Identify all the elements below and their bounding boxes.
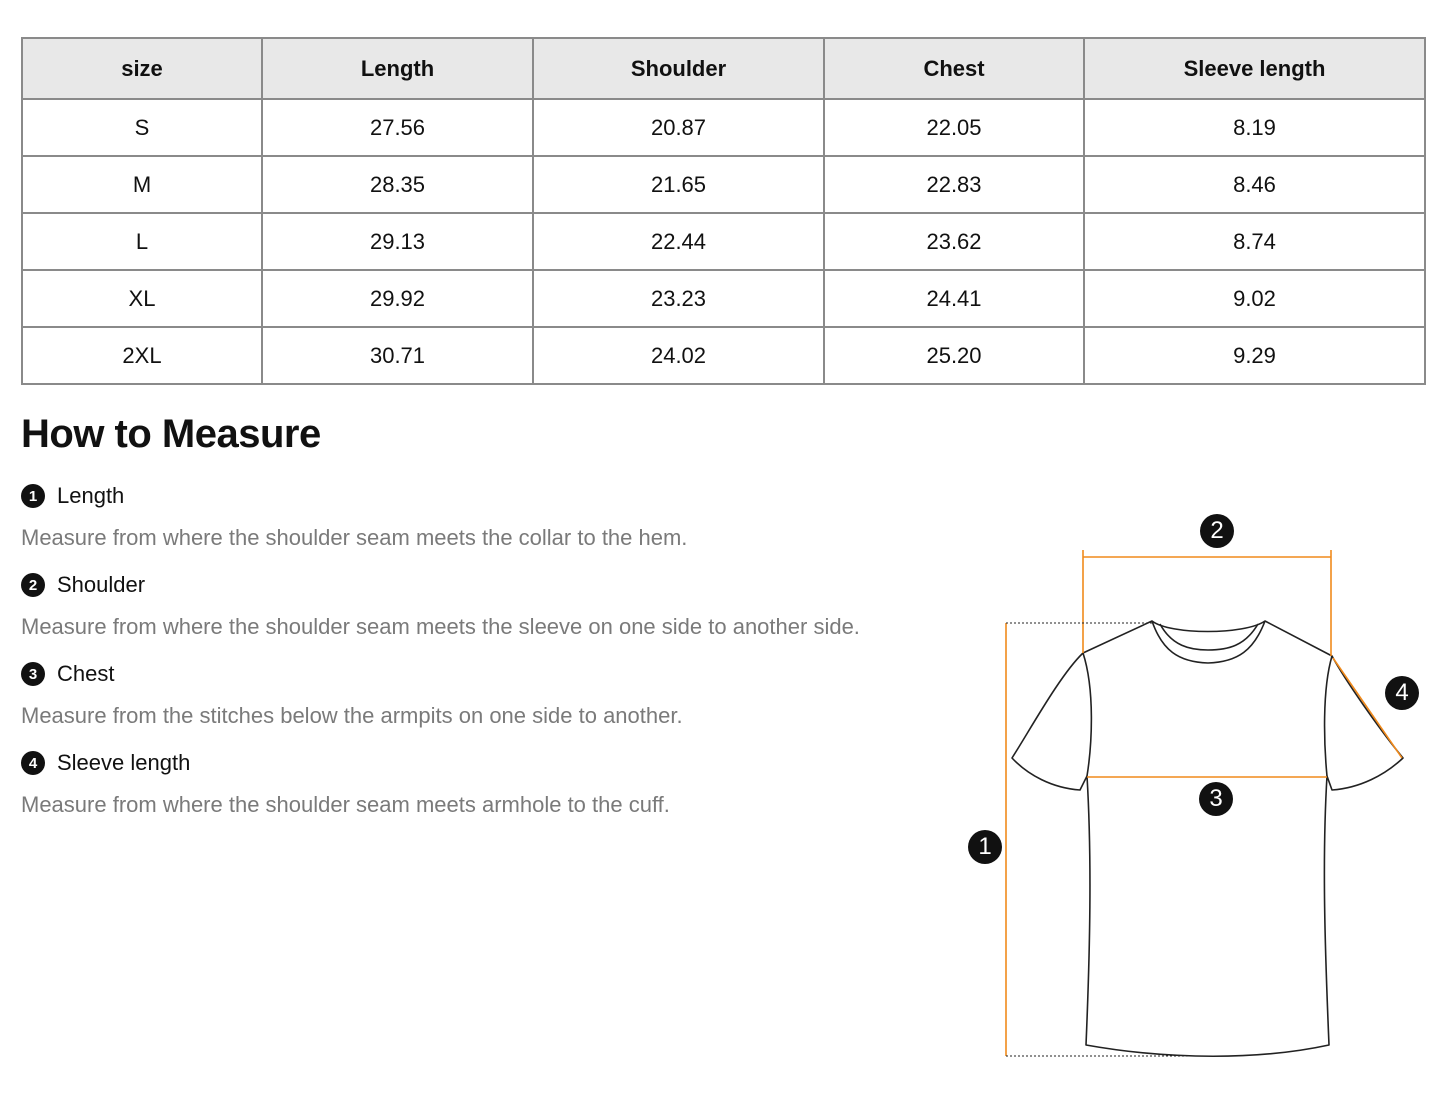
measure-step-sleeve-length — [21, 748, 670, 818]
table-row — [22, 327, 1425, 384]
how-to-measure-title: How to Measure — [21, 412, 321, 456]
cell-size: XL — [22, 270, 262, 327]
badge-2-icon: 2 — [1200, 514, 1234, 548]
step-description: Measure from where the shoulder seam meets the sleeve on one side to another side. — [21, 614, 860, 639]
header-shoulder: Shoulder — [533, 38, 824, 99]
table-header-row — [22, 38, 1425, 99]
cell-chest: 25.20 — [824, 327, 1084, 384]
badge-3-icon: 3 — [1199, 782, 1233, 816]
cell-chest: 24.41 — [824, 270, 1084, 327]
step-description: Measure from where the shoulder seam meets armhole to the cuff. — [21, 792, 670, 817]
cell-length: 28.35 — [262, 156, 533, 213]
cell-shoulder: 23.23 — [533, 270, 824, 327]
table-row — [22, 270, 1425, 327]
size-chart-table — [21, 37, 1426, 385]
table-row — [22, 156, 1425, 213]
cell-chest: 23.62 — [824, 213, 1084, 270]
cell-size: L — [22, 213, 262, 270]
cell-shoulder: 24.02 — [533, 327, 824, 384]
header-size: size — [22, 38, 262, 99]
cell-shoulder: 20.87 — [533, 99, 824, 156]
number-2-icon: 2 — [21, 573, 45, 597]
cell-length: 29.92 — [262, 270, 533, 327]
measure-step-chest — [21, 659, 683, 729]
cell-length: 29.13 — [262, 213, 533, 270]
cell-length: 27.56 — [262, 99, 533, 156]
badge-4-icon: 4 — [1385, 676, 1419, 710]
cell-size: 2XL — [22, 327, 262, 384]
number-3-icon: 3 — [21, 662, 45, 686]
measure-step-length — [21, 481, 687, 551]
header-length: Length — [262, 38, 533, 99]
cell-chest: 22.83 — [824, 156, 1084, 213]
cell-size: M — [22, 156, 262, 213]
tshirt-icon — [940, 500, 1420, 1080]
step-label: Shoulder — [57, 572, 146, 597]
cell-sleeve-length: 8.19 — [1084, 99, 1425, 156]
step-description: Measure from the stitches below the armpits on one side to another. — [21, 703, 683, 728]
measure-step-shoulder — [21, 570, 860, 640]
badge-1-icon: 1 — [968, 830, 1002, 864]
cell-shoulder: 21.65 — [533, 156, 824, 213]
number-1-icon: 1 — [21, 484, 45, 508]
header-chest: Chest — [824, 38, 1084, 99]
table-row — [22, 213, 1425, 270]
cell-chest: 22.05 — [824, 99, 1084, 156]
step-label: Length — [57, 483, 125, 508]
cell-length: 30.71 — [262, 327, 533, 384]
header-sleeve-length: Sleeve length — [1084, 38, 1425, 99]
table-row — [22, 99, 1425, 156]
cell-sleeve-length: 8.46 — [1084, 156, 1425, 213]
cell-size: S — [22, 99, 262, 156]
cell-sleeve-length: 9.02 — [1084, 270, 1425, 327]
step-label: Sleeve length — [57, 750, 191, 775]
cell-shoulder: 22.44 — [533, 213, 824, 270]
step-label: Chest — [57, 661, 115, 686]
step-description: Measure from where the shoulder seam meets the collar to the hem. — [21, 525, 688, 550]
number-4-icon: 4 — [21, 751, 45, 775]
cell-sleeve-length: 9.29 — [1084, 327, 1425, 384]
tshirt-measurement-diagram — [940, 500, 1420, 1080]
cell-sleeve-length: 8.74 — [1084, 213, 1425, 270]
